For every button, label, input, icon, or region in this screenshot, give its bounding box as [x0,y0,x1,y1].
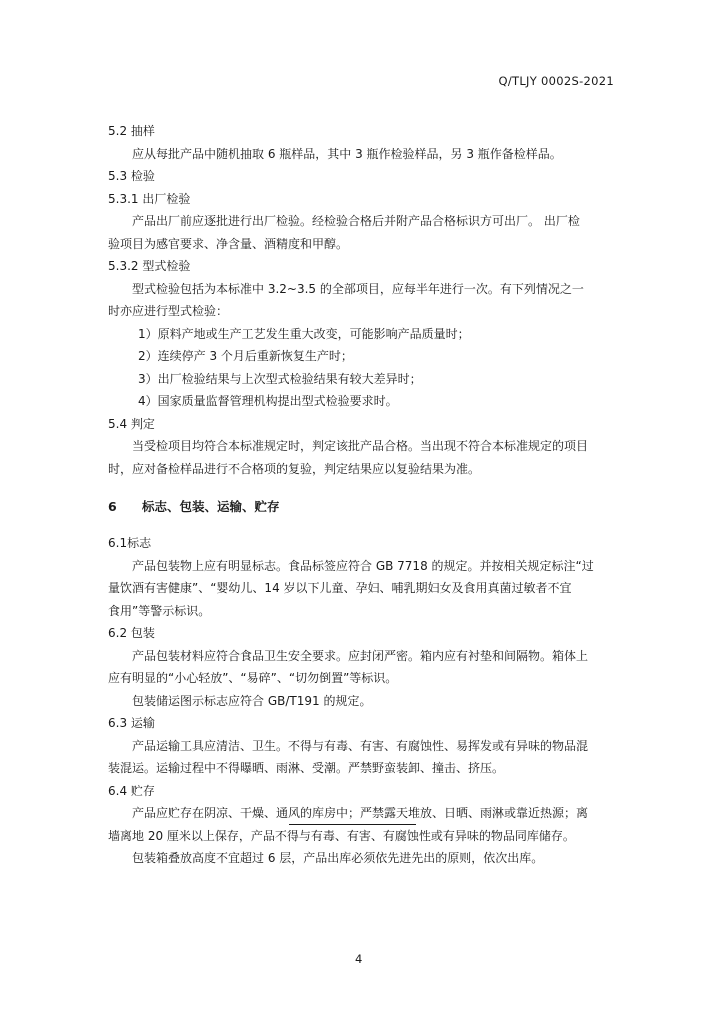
paragraph-cont: 食用”等警示标识。 [108,603,211,618]
page-number: 4 [355,952,363,966]
heading-5-3-2: 5.3.2 型式检验 [108,259,191,273]
list-item: 2）连续停产 3 个月后重新恢复生产时； [138,349,353,363]
list-item: 4）国家质量监督管理机构提出型式检验要求时。 [138,394,398,408]
heading-5-4: 5.4 判定 [108,416,155,431]
paragraph: 产品运输工具应清洁、卫生。不得与有毒、有害、有腐蚀性、易挥发或有异味的物品混 [132,738,589,753]
paragraph: 产品包装物上应有明显标志。食品标签应符合 GB 7718 的规定。并按相关规定标注“过 [132,558,594,573]
paragraph-cont: 量饮酒有害健康”、“婴幼儿、14 岁以下儿童、孕妇、哺乳期妇女及食用真菌过敏者不宜 [108,581,572,595]
paragraph: 产品出厂前应逐批进行出厂检验。经检验合格后并附产品合格标识方可出厂。 出厂检 [132,214,580,228]
section-number: 6 [108,499,117,514]
paragraph: 型式检验包括为本标准中 3.2~3.5 的全部项目，应每半年进行一次。有下列情况之一 [132,281,584,296]
paragraph-cont: 时亦应进行型式检验： [108,304,229,318]
heading-5-2: 5.2 抽样 [108,124,155,138]
header-doc-code: Q/TLJY 0002S-2021 [498,74,614,88]
section-heading-6 [108,496,616,518]
paragraph: 当受检项目均符合本标准规定时，判定该批产品合格。当出现不符合本标准规定的项目 [132,439,589,453]
paragraph: 包装箱叠放高度不宜超过 6 层，产品出库必须依先进先出的原则，依次出库。 [132,851,544,865]
paragraph-cont: 墙离地 20 厘米以上保存，产品不得与有毒、有害、有腐蚀性或有异味的物品同库储存。 [108,828,575,843]
paragraph-cont: 验项目为感官要求、净含量、酒精度和甲醇。 [108,236,349,251]
heading-6-4: 6.4 贮存 [108,783,155,798]
paragraph-cont: 装混运。运输过程中不得曝晒、雨淋、受潮。严禁野蛮装卸、撞击、挤压。 [108,761,505,775]
heading-5-3-1: 5.3.1 出厂检验 [108,191,191,206]
paragraph: 产品包装材料应符合食品卫生安全要求。应封闭严密。箱内应有衬垫和间隔物。箱体上 [132,648,589,663]
heading-6-1: 6.1标志 [108,536,152,550]
list-item: 1）原料产地或生产工艺发生重大改变，可能影响产品质量时； [138,326,470,341]
end-divider [289,824,416,825]
heading-5-3: 5.3 检验 [108,169,155,183]
heading-6-2: 6.2 包装 [108,626,155,640]
paragraph: 应从每批产品中随机抽取 6 瓶样品，其中 3 瓶作检验样品，另 3 瓶作备检样品。 [132,146,562,161]
document-body [108,120,616,870]
heading-6-3: 6.3 运输 [108,716,155,730]
paragraph-cont: 时，应对备检样品进行不合格项的复验，判定结果应以复验结果为准。 [108,461,481,476]
paragraph: 产品应贮存在阴凉、干燥、通风的库房中；严禁露天堆放、日晒、雨淋或靠近热源；离 [132,806,589,820]
section-title: 标志、包装、运输、贮存 [142,499,280,514]
list-item: 3）出厂检验结果与上次型式检验结果有较大差异时； [138,371,422,386]
paragraph: 包装储运图示标志应符合 GB/T191 的规定。 [132,693,372,708]
paragraph-cont: 应有明显的“小心轻放”、“易碎”、“切勿倒置”等标识。 [108,671,398,685]
